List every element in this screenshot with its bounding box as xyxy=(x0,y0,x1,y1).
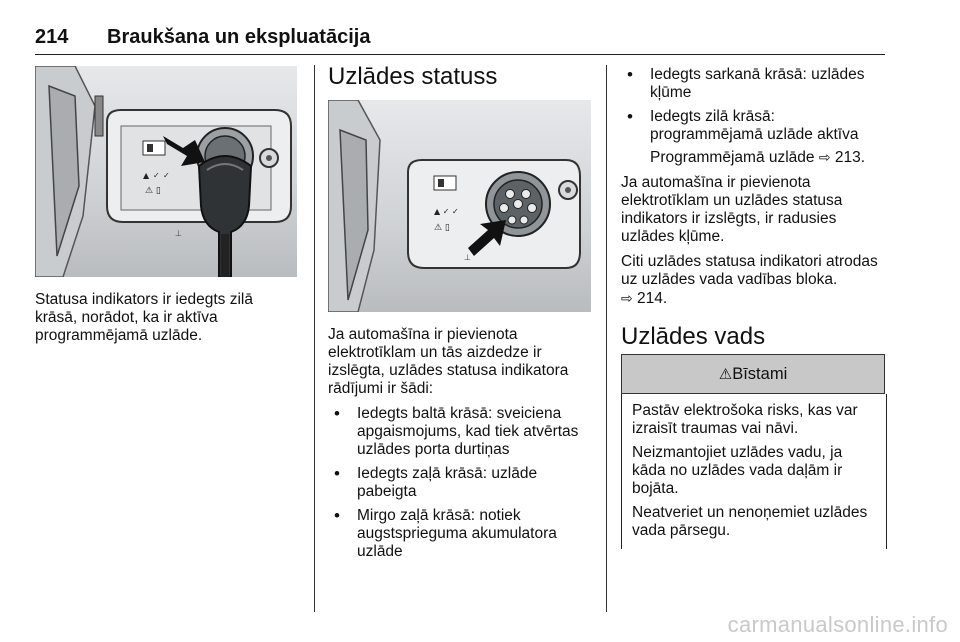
status-bullet-list-continued xyxy=(621,66,889,144)
warning-body xyxy=(621,394,887,549)
warning-triangle-icon: ⚠ xyxy=(718,366,733,383)
warning-paragraph: Neizmantojiet uzlādes vadu, ja kāda no uzlādes vada daļām ir bojāta. xyxy=(632,444,843,497)
status-bullet-list xyxy=(328,405,594,561)
programmable-charging-ref xyxy=(621,148,889,167)
charging-port-plug-drawing xyxy=(35,66,297,277)
svg-text:⚠ ▯: ⚠ ▯ xyxy=(434,223,450,233)
svg-text:✓: ✓ xyxy=(163,171,170,180)
ref-page-link[interactable]: 213. xyxy=(834,149,866,166)
other-indicators-paragraph: Citi uzlādes statusa indikatori atrodas uz uzlādes vada vadības bloka. ⇨ 214. xyxy=(621,253,878,307)
page-ref-arrow-icon: ⇨ xyxy=(621,290,633,306)
page-number: 214 xyxy=(35,26,69,48)
charging-port-socket-drawing xyxy=(328,100,591,312)
column-divider-1 xyxy=(314,65,315,612)
svg-text:⊥: ⊥ xyxy=(464,253,471,262)
image-caption: Statusa indikators ir iedegts zilā krāsā, norādot, ka ir aktīva programmējamā uzlāde. xyxy=(35,291,253,344)
warning-paragraph: Pastāv elektrošoka risks, kas var izraisīt traumas vai nāvi. xyxy=(632,402,858,437)
bullet-blue-text: Iedegts zilā krāsā: programmējamā uzlāde aktīva xyxy=(650,108,859,143)
charging-status-intro: Ja automašīna ir pievienota elektrotīklam un tās aizdedze ir izslēgta, uzlādes statusa indikatora rādījumi ir šādi: xyxy=(328,326,569,397)
list-item xyxy=(621,108,889,144)
svg-text:▲ ✓ ✓: ▲ ✓ ✓ xyxy=(434,207,459,216)
section-heading-charging-status: Uzlādes statuss xyxy=(328,63,498,90)
page-ref-arrow-icon: ⇨ xyxy=(818,149,831,165)
col3-text-block xyxy=(621,66,889,308)
charging-fault-paragraph: Ja automašīna ir pievienota elektrotīklam un uzlādes statusa indikators ir izslēgts, ir radusies uzlādes kļūme. xyxy=(621,174,843,245)
list-item: • Iedegts sarkanā krāsā: uzlādes kļūme xyxy=(621,66,889,102)
svg-text:▲: ▲ xyxy=(143,171,150,180)
list-item: • Iedegts baltā krāsā: sveiciena apgaismojums, kad tiek atvērtas uzlādes porta durtiņas xyxy=(328,405,594,459)
list-item: • Iedegts zaļā krāsā: uzlāde pabeigta xyxy=(328,465,594,501)
chapter-title: Braukšana un ekspluatācija xyxy=(107,26,371,48)
svg-text:⊥: ⊥ xyxy=(175,229,182,238)
warning-header xyxy=(621,354,885,394)
warning-paragraph: Neatveriet un nenoņemiet uzlādes vada pārsegu. xyxy=(632,504,868,539)
svg-text:✓: ✓ xyxy=(153,171,160,180)
list-item: • Mirgo zaļā krāsā: notiek augstsprieguma akumulatora uzlāde xyxy=(328,507,594,561)
col2-text-block xyxy=(328,326,594,567)
watermark: carmanualsonline.info xyxy=(727,612,948,637)
danger-warning-box xyxy=(621,354,885,549)
charging-port-socket-illustration xyxy=(328,100,591,312)
charging-port-plug-illustration xyxy=(35,66,297,277)
section-heading-charging-cable: Uzlādes vads xyxy=(621,323,766,350)
ref-label: Programmējamā uzlāde xyxy=(650,149,815,166)
page-header xyxy=(35,24,885,55)
warning-title: Bīstami xyxy=(732,365,788,383)
svg-text:⚠ ▯: ⚠ ▯ xyxy=(145,186,161,196)
ref-page-link[interactable]: 214. xyxy=(637,290,668,307)
column-divider-2 xyxy=(606,65,607,612)
